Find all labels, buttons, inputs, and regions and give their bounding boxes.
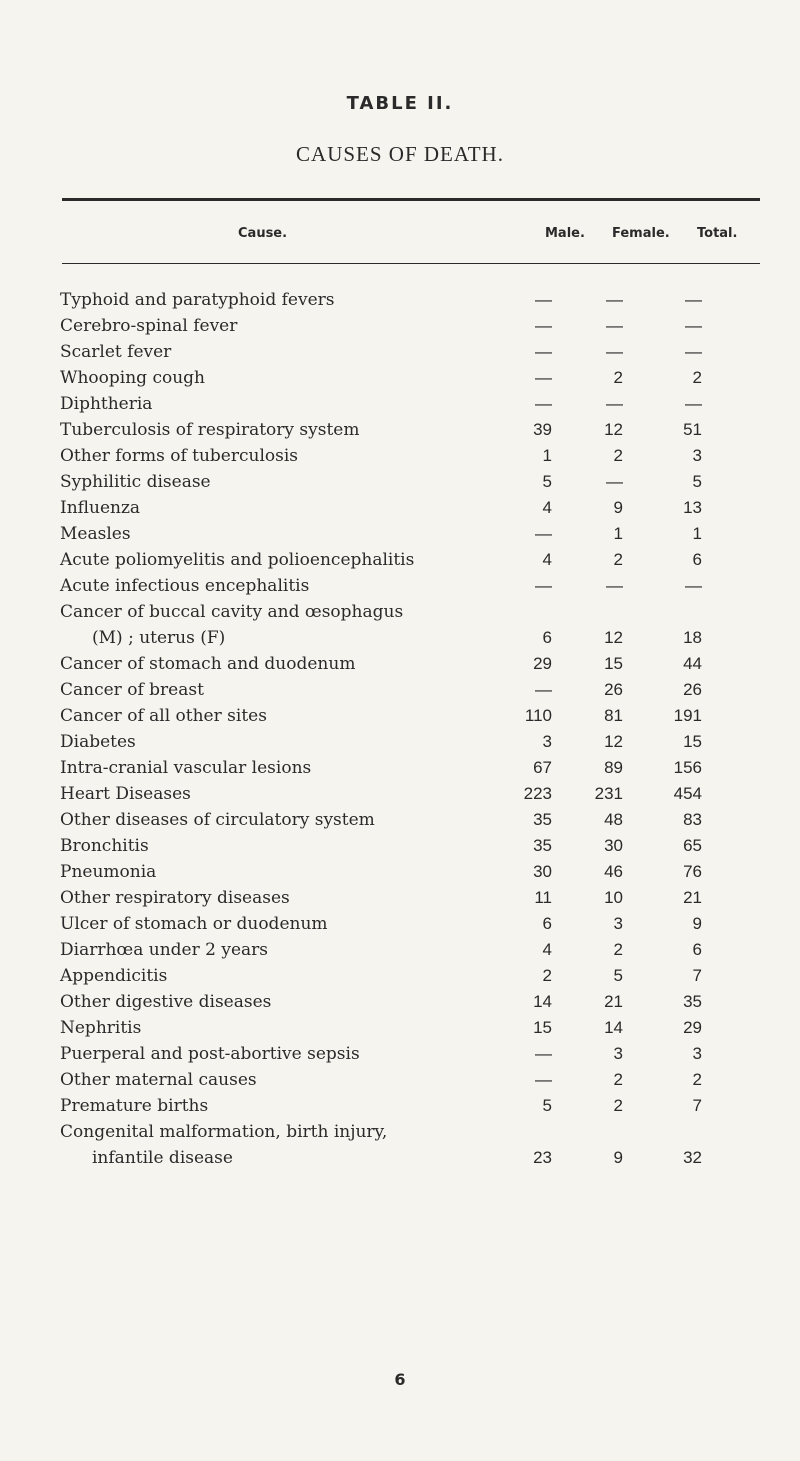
table-row	[60, 521, 760, 547]
male-cell: 14	[533, 992, 552, 1011]
table-row	[60, 339, 760, 365]
female-cell: 2	[613, 550, 623, 569]
table-row	[60, 781, 760, 807]
female-cell: —	[606, 472, 623, 491]
cause-label: Other maternal causes	[60, 1070, 257, 1090]
table-row	[60, 573, 760, 599]
female-cell: —	[606, 394, 623, 413]
male-cell: —	[535, 394, 552, 413]
total-cell: 3	[692, 1044, 702, 1063]
cause-cell	[60, 391, 515, 417]
cause-cell	[60, 1067, 515, 1093]
male-cell: —	[535, 1044, 552, 1063]
total-cell: 29	[683, 1018, 702, 1037]
cause-label: Pneumonia	[60, 862, 157, 882]
female-cell: 2	[613, 368, 623, 387]
cause-cell	[60, 885, 515, 911]
cause-label: Typhoid and paratyphoid fevers	[60, 290, 335, 310]
male-cell: 6	[542, 914, 552, 933]
female-cell: 231	[594, 784, 623, 803]
table-subtitle: CAUSES OF DEATH.	[296, 142, 504, 166]
total-cell: 65	[683, 836, 702, 855]
male-cell: 4	[542, 550, 552, 569]
female-cell: 30	[604, 836, 623, 855]
female-cell: 3	[613, 914, 623, 933]
cause-cell	[60, 1093, 515, 1119]
cause-label: Puerperal and post-abortive sepsis	[60, 1044, 360, 1064]
cause-label: Diarrhœa under 2 years	[60, 940, 268, 960]
cause-label: Measles	[60, 524, 131, 544]
female-cell: 15	[604, 654, 623, 673]
cause-label: Syphilitic disease	[60, 472, 211, 492]
male-cell: 4	[542, 498, 552, 517]
total-cell: 454	[673, 784, 702, 803]
cause-label: Other diseases of circulatory system	[60, 810, 375, 830]
table-row	[60, 833, 760, 859]
male-cell: —	[535, 576, 552, 595]
female-cell: 10	[604, 888, 623, 907]
table-row	[60, 807, 760, 833]
column-header-total: Total.	[697, 226, 738, 241]
table-row	[60, 417, 760, 443]
total-cell: 51	[683, 420, 702, 439]
table-row	[60, 1093, 760, 1119]
cause-cell	[60, 1041, 515, 1067]
total-cell: 44	[683, 654, 702, 673]
male-cell: 110	[524, 706, 552, 725]
column-header-female: Female.	[612, 226, 670, 241]
female-cell: 81	[604, 706, 623, 725]
male-cell: 1	[542, 446, 552, 465]
male-cell: 29	[533, 654, 552, 673]
total-cell: 26	[683, 680, 702, 699]
cause-label: Cancer of all other sites	[60, 706, 267, 726]
male-cell: 35	[533, 810, 552, 829]
total-cell: 15	[683, 732, 702, 751]
male-cell: 39	[533, 420, 552, 439]
cause-cell	[60, 495, 515, 521]
cause-cell	[60, 599, 515, 651]
male-cell: —	[535, 680, 552, 699]
male-cell: 67	[533, 758, 552, 777]
total-cell: 83	[683, 810, 702, 829]
total-cell: —	[685, 290, 702, 309]
total-cell: 7	[692, 966, 702, 985]
header-rule-top	[62, 198, 760, 201]
cause-cell	[60, 417, 515, 443]
cause-cell	[60, 469, 515, 495]
total-cell: 6	[692, 550, 702, 569]
cause-label: Cancer of breast	[60, 680, 204, 700]
female-cell: —	[606, 576, 623, 595]
column-header-male: Male.	[545, 226, 585, 241]
cause-cell	[60, 807, 515, 833]
cause-cell	[60, 833, 515, 859]
male-cell: 15	[533, 1018, 552, 1037]
cause-label: Premature births	[60, 1096, 209, 1116]
total-cell: 3	[692, 446, 702, 465]
female-cell: 2	[613, 940, 623, 959]
cause-cell	[60, 651, 515, 677]
table-row	[60, 313, 760, 339]
table-row	[60, 495, 760, 521]
female-cell: 26	[604, 680, 623, 699]
cause-cell	[60, 755, 515, 781]
female-cell: —	[606, 342, 623, 361]
causes-table	[60, 287, 760, 1171]
table-row	[60, 287, 760, 313]
total-cell: 1	[692, 524, 702, 543]
total-cell: 35	[683, 992, 702, 1011]
table-row	[60, 911, 760, 937]
column-header-cause: Cause.	[238, 226, 288, 241]
total-cell: 2	[692, 368, 702, 387]
table-row	[60, 443, 760, 469]
total-cell: 191	[673, 706, 702, 725]
cause-cell	[60, 547, 515, 573]
cause-label: Congenital malformation, birth injury,	[60, 1122, 388, 1142]
cause-label: Nephritis	[60, 1018, 142, 1038]
total-cell: 2	[692, 1070, 702, 1089]
cause-label: Bronchitis	[60, 836, 149, 856]
female-cell: 1	[613, 524, 623, 543]
table-row	[60, 885, 760, 911]
table-row	[60, 651, 760, 677]
total-cell: 7	[692, 1096, 702, 1115]
cause-cell	[60, 521, 515, 547]
total-cell: 21	[683, 888, 702, 907]
cause-cell	[60, 781, 515, 807]
cause-label: Influenza	[60, 498, 141, 518]
table-row	[60, 989, 760, 1015]
cause-cell	[60, 703, 515, 729]
male-cell: 11	[534, 888, 552, 907]
cause-cell	[60, 339, 515, 365]
female-cell: 9	[613, 1148, 623, 1167]
total-cell: 5	[692, 472, 702, 491]
male-cell: —	[535, 524, 552, 543]
cause-label: Other respiratory diseases	[60, 888, 290, 908]
cause-cell	[60, 911, 515, 937]
cause-label: Heart Diseases	[60, 784, 191, 804]
cause-label-continued: infantile disease	[92, 1148, 233, 1168]
female-cell: 9	[613, 498, 623, 517]
cause-cell	[60, 989, 515, 1015]
female-cell: 12	[604, 420, 623, 439]
total-cell: —	[685, 342, 702, 361]
male-cell: —	[535, 1070, 552, 1089]
cause-label: Cancer of buccal cavity and œsophagus	[60, 602, 404, 622]
cause-cell	[60, 937, 515, 963]
table-row	[60, 547, 760, 573]
cause-cell	[60, 443, 515, 469]
cause-label: Acute infectious encephalitis	[60, 576, 310, 596]
male-cell: 6	[542, 628, 552, 647]
female-cell: 12	[604, 628, 623, 647]
cause-label: Tuberculosis of respiratory system	[60, 420, 360, 440]
cause-label: Scarlet fever	[60, 342, 172, 362]
male-cell: 30	[533, 862, 552, 881]
table-row	[60, 469, 760, 495]
table-row	[60, 391, 760, 417]
cause-label: Ulcer of stomach or duodenum	[60, 914, 328, 934]
total-cell: 9	[692, 914, 702, 933]
male-cell: 5	[542, 472, 552, 491]
cause-label: Intra-cranial vascular lesions	[60, 758, 312, 778]
header-rule-bottom	[62, 263, 760, 264]
cause-cell	[60, 313, 515, 339]
cause-cell	[60, 573, 515, 599]
cause-label: Other digestive diseases	[60, 992, 272, 1012]
cause-cell	[60, 963, 515, 989]
cause-cell	[60, 677, 515, 703]
female-cell: 89	[604, 758, 623, 777]
table-row	[60, 1015, 760, 1041]
cause-cell	[60, 729, 515, 755]
cause-label: Appendicitis	[60, 966, 168, 986]
total-cell: 6	[692, 940, 702, 959]
total-cell: 76	[683, 862, 702, 881]
female-cell: 21	[604, 992, 623, 1011]
page-number: 6	[394, 1370, 406, 1389]
female-cell: 12	[604, 732, 623, 751]
male-cell: 2	[542, 966, 552, 985]
total-cell: 156	[673, 758, 702, 777]
table-row	[60, 937, 760, 963]
cause-cell	[60, 1119, 515, 1171]
cause-label: Whooping cough	[60, 368, 205, 388]
female-cell: 46	[604, 862, 623, 881]
female-cell: —	[606, 316, 623, 335]
table-row	[60, 755, 760, 781]
cause-cell	[60, 287, 515, 313]
male-cell: 4	[542, 940, 552, 959]
total-cell: 18	[683, 628, 702, 647]
female-cell: 14	[604, 1018, 623, 1037]
table-row	[60, 1067, 760, 1093]
male-cell: —	[535, 316, 552, 335]
table-row	[60, 677, 760, 703]
total-cell: —	[685, 316, 702, 335]
cause-label-continued: (M) ; uterus (F)	[92, 628, 226, 648]
cause-label: Cancer of stomach and duodenum	[60, 654, 356, 674]
cause-label: Diphtheria	[60, 394, 153, 414]
table-row	[60, 1119, 760, 1171]
female-cell: 3	[613, 1044, 623, 1063]
female-cell: 48	[604, 810, 623, 829]
female-cell: 2	[613, 1096, 623, 1115]
male-cell: 223	[523, 784, 552, 803]
female-cell: 2	[613, 446, 623, 465]
male-cell: 3	[542, 732, 552, 751]
female-cell: 2	[613, 1070, 623, 1089]
table-row	[60, 1041, 760, 1067]
cause-cell	[60, 1015, 515, 1041]
page-title: TABLE II.	[346, 93, 454, 114]
total-cell: 32	[683, 1148, 702, 1167]
male-cell: —	[535, 368, 552, 387]
total-cell: 13	[683, 498, 702, 517]
male-cell: —	[535, 342, 552, 361]
table-row	[60, 859, 760, 885]
male-cell: —	[535, 290, 552, 309]
cause-cell	[60, 859, 515, 885]
male-cell: 35	[533, 836, 552, 855]
table-row	[60, 963, 760, 989]
table-row	[60, 729, 760, 755]
cause-label: Acute poliomyelitis and polioencephalitis	[60, 550, 415, 570]
cause-label: Other forms of tuberculosis	[60, 446, 299, 466]
table-row	[60, 599, 760, 651]
cause-cell	[60, 365, 515, 391]
total-cell: —	[685, 576, 702, 595]
male-cell: 23	[533, 1148, 552, 1167]
cause-label: Cerebro-spinal fever	[60, 316, 238, 336]
female-cell: 5	[613, 966, 623, 985]
cause-label: Diabetes	[60, 732, 136, 752]
female-cell: —	[606, 290, 623, 309]
table-row	[60, 365, 760, 391]
male-cell: 5	[542, 1096, 552, 1115]
table-row	[60, 703, 760, 729]
total-cell: —	[685, 394, 702, 413]
